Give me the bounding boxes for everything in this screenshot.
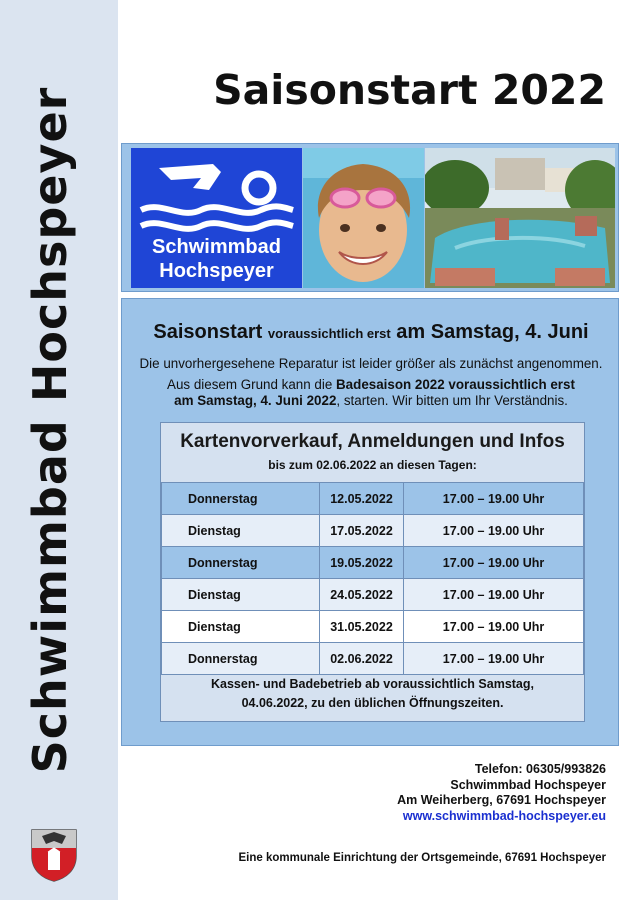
logo-line-2: Hochspeyer <box>159 260 274 282</box>
child-with-goggles-photo <box>303 148 424 288</box>
time-cell: 17.00 – 19.00 Uhr <box>404 547 584 579</box>
page-title: Saisonstart 2022 <box>213 66 606 114</box>
sales-box <box>160 422 585 722</box>
day-cell: Donnerstag <box>162 643 320 675</box>
day-cell: Donnerstag <box>162 547 320 579</box>
info-paragraph-1: Die unvorhergesehene Reparatur ist leider größer als zunächst angenommen. <box>139 356 603 371</box>
table-row <box>162 515 584 547</box>
sales-note <box>161 675 584 713</box>
table-row <box>162 579 584 611</box>
para2-part-1: Aus diesem Grund kann die <box>167 377 337 392</box>
table-row <box>162 643 584 675</box>
banner <box>121 143 619 292</box>
para2-part-4: , starten. Wir bitten um Ihr Verständnis. <box>336 393 568 408</box>
time-cell: 17.00 – 19.00 Uhr <box>404 579 584 611</box>
day-cell: Dienstag <box>162 611 320 643</box>
coat-of-arms-icon <box>28 826 80 882</box>
date-cell: 17.05.2022 <box>320 515 404 547</box>
schedule-table <box>161 482 584 675</box>
contact-name: Schwimmbad Hochspeyer <box>450 777 606 792</box>
sales-note-line-1: Kassen- und Badebetrieb ab voraussichtlich Samstag, <box>210 677 534 691</box>
para2-part-3: am Samstag, 4. Juni 2022 <box>174 393 337 408</box>
time-cell: 17.00 – 19.00 Uhr <box>404 643 584 675</box>
vertical-title: Schwimmbad Hochspeyer <box>23 86 77 774</box>
date-cell: 24.05.2022 <box>320 579 404 611</box>
table-row <box>162 547 584 579</box>
website-link[interactable]: www.schwimmbad-hochspeyer.eu <box>402 808 606 823</box>
para2-part-2: Badesaison 2022 voraussichtlich erst <box>336 377 575 392</box>
date-cell: 19.05.2022 <box>320 547 404 579</box>
sidebar <box>0 0 118 900</box>
contact-block <box>397 762 606 824</box>
date-cell: 12.05.2022 <box>320 483 404 515</box>
headline-part-1: Saisonstart <box>153 321 263 343</box>
table-row <box>162 611 584 643</box>
logo-line-1: Schwimmbad <box>152 236 281 258</box>
date-cell: 31.05.2022 <box>320 611 404 643</box>
headline-part-3: am Samstag, 4. Juni <box>396 321 589 343</box>
contact-address: Am Weiherberg, 67691 Hochspeyer <box>397 793 606 807</box>
info-panel <box>121 298 619 746</box>
time-cell: 17.00 – 19.00 Uhr <box>404 611 584 643</box>
sales-subtitle: bis zum 02.06.2022 an diesen Tagen: <box>268 458 477 472</box>
sales-note-line-2: 04.06.2022, zu den üblichen Öffnungszeiten. <box>241 696 504 710</box>
time-cell: 17.00 – 19.00 Uhr <box>404 483 584 515</box>
contact-phone: Telefon: 06305/993826 <box>474 762 606 776</box>
footer-text: Eine kommunale Einrichtung der Ortsgemeinde, 67691 Hochspeyer <box>238 852 606 864</box>
info-paragraph-2 <box>122 377 620 409</box>
table-row <box>162 483 584 515</box>
sales-title: Kartenvorverkauf, Anmeldungen und Infos <box>180 431 565 452</box>
logo <box>131 148 302 288</box>
date-cell: 02.06.2022 <box>320 643 404 675</box>
day-cell: Dienstag <box>162 579 320 611</box>
time-cell: 17.00 – 19.00 Uhr <box>404 515 584 547</box>
outdoor-pool-photo <box>425 148 615 288</box>
day-cell: Donnerstag <box>162 483 320 515</box>
headline-part-2: voraussichtlich erst <box>267 326 391 341</box>
headline <box>122 321 620 344</box>
swimmer-icon <box>131 150 302 240</box>
day-cell: Dienstag <box>162 515 320 547</box>
